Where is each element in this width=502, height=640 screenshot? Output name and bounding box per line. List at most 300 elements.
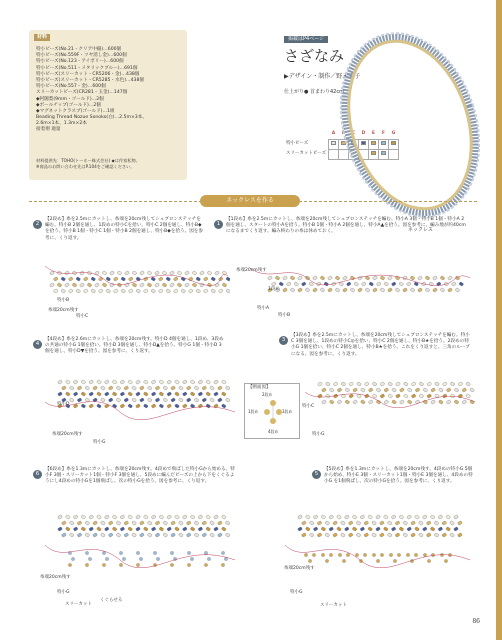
bead — [325, 394, 330, 399]
bead — [61, 533, 66, 538]
bead — [399, 388, 404, 393]
step-text-2: 【2段め】糸を2.5mにカットし、糸端を20cm残してシェブロンステッチを編む。特小B 2個を通し、1段めの特小Cを拾い、特小C 2個を通し、特小B◆を拾う。特小B 1個・特小C 1個・特小B 2個を通し、特小B◆を拾う。図を参考に、くり返す。 — [45, 217, 203, 241]
label-bead-g-5: 特小G — [290, 590, 303, 595]
bead — [388, 288, 393, 293]
bead — [425, 276, 430, 281]
bead — [320, 276, 325, 281]
bead — [147, 283, 152, 288]
bead — [450, 394, 455, 399]
bead — [143, 380, 148, 385]
bead — [116, 521, 121, 526]
bead — [202, 398, 207, 403]
label-start-row: 1段め — [268, 287, 280, 292]
bead — [442, 533, 447, 538]
bead — [175, 404, 180, 409]
bead — [210, 521, 215, 526]
bead — [407, 527, 412, 532]
color-column-g: G — [391, 131, 396, 137]
bead — [203, 289, 208, 294]
bead — [221, 515, 226, 520]
step-2-diagram — [40, 258, 230, 328]
bead — [175, 380, 180, 385]
bead — [158, 289, 163, 294]
bead — [214, 380, 219, 385]
bead — [392, 388, 397, 393]
bead — [194, 386, 199, 391]
bead — [100, 386, 105, 391]
bead — [102, 283, 107, 288]
bead — [368, 527, 373, 532]
material-item: ◆阿闍梨(9mm・ゴールド)…2個 — [36, 96, 104, 102]
bead — [139, 533, 144, 538]
bead — [215, 271, 220, 276]
bead — [376, 388, 381, 393]
bead — [110, 271, 115, 276]
color-row-label: 特小ビーズ — [286, 141, 309, 146]
bead — [81, 515, 86, 520]
bead — [360, 400, 365, 405]
bead — [407, 554, 410, 557]
bead — [120, 552, 123, 555]
bead — [112, 380, 117, 385]
label-bead-a: 特小A — [257, 306, 270, 311]
bead — [419, 394, 424, 399]
bead — [177, 283, 182, 288]
bead — [418, 276, 423, 281]
bead — [301, 533, 306, 538]
bead — [68, 289, 73, 294]
bead — [376, 527, 381, 532]
bead — [403, 521, 408, 526]
bead — [218, 289, 223, 294]
bead — [218, 277, 223, 282]
bead — [317, 533, 322, 538]
bead — [364, 521, 369, 526]
bead — [202, 521, 207, 526]
step-text-4: 【4段め】糸を2.6mにカットし、糸端を20cm残す。特小D 4個を通し、1段め、3段めの共通の特小G 1個を拾い、特小D 3個を通し、特小D▲を拾う。特小G 1個・特小D 3個を通し、特小D▼を拾う。図を参考に、くり返す。 — [45, 337, 224, 355]
bead — [466, 394, 471, 399]
color-column-c: C — [351, 131, 356, 137]
bead — [391, 527, 396, 532]
bead — [403, 394, 408, 399]
bead — [392, 400, 397, 405]
label-bead-d: 特小D — [57, 402, 70, 407]
bead — [395, 288, 400, 293]
bead — [415, 388, 420, 393]
bead — [104, 380, 109, 385]
bead — [399, 515, 404, 520]
label-bead-c-3: 特小C — [302, 404, 315, 409]
step-text-1: 【1段め】糸を2.5mにカットし、糸端を20cm残してシェブロンステッチを編む。特小A 3個・特小B 1個・特小A 2個を通し、スタートの特小Aを拾う。特小B 1個・特小A 2個を通し、特小A▲を拾う。図を参考に、編み地が約40cmになるまでくり返す。編み終わりの糸は休めておく。 — [226, 217, 466, 235]
bead — [151, 404, 156, 409]
bead — [376, 515, 381, 520]
bead — [328, 288, 333, 293]
page-reference-tag: 掲載はP4ページ — [284, 36, 328, 43]
material-item: 特小ビーズ(No.511・メタリックブルー)…691個 — [36, 65, 138, 71]
bead — [383, 527, 388, 532]
material-note-line: ※商品のお問い合わせ先はP.104をご確認ください。 — [36, 163, 135, 169]
bead — [305, 515, 310, 520]
step-5-diagram — [280, 505, 475, 605]
bead — [429, 282, 434, 287]
bead — [69, 398, 74, 403]
bead — [151, 277, 156, 282]
bead — [301, 282, 306, 287]
bead — [360, 388, 365, 393]
bead — [65, 283, 70, 288]
bead — [279, 282, 284, 287]
step-text-6: 【6段め】糸を1.3mにカットし、糸端を20cm残す。4段めで飛ばした特小Gから始める。特小F 3個・スリーカット1個・特小F 3個を通し、5段めに編んだビーズの上から下をくぐるようにし4段めの特小Gを1個飛ばし、次の特小Gを拾う。図を参考に、くり返す。 — [45, 467, 235, 485]
bead — [430, 515, 435, 520]
bead — [95, 283, 100, 288]
bead — [377, 560, 380, 563]
label-thread-end-6: 糸端20cm残す — [40, 575, 71, 580]
bead — [178, 521, 183, 526]
bead — [356, 554, 359, 557]
bead — [117, 271, 122, 276]
step-number-1: 1 — [214, 220, 223, 229]
bead — [104, 515, 109, 520]
material-item: 特小ビーズ(No.559F・ツヤ消し金)…600個 — [36, 53, 127, 59]
bead — [171, 386, 176, 391]
bead — [120, 527, 125, 532]
bead — [305, 554, 308, 557]
bead — [214, 515, 219, 520]
bead — [121, 277, 126, 282]
bead — [309, 533, 314, 538]
bead — [97, 515, 102, 520]
material-item: 特小ビーズ(スリーカット・CR5206・金)…438個 — [36, 71, 140, 77]
bead — [171, 398, 176, 403]
bead — [178, 398, 183, 403]
bead — [309, 560, 312, 563]
bead — [387, 521, 392, 526]
bead — [173, 289, 178, 294]
bead — [324, 282, 329, 287]
bead — [140, 271, 145, 276]
bead — [383, 515, 388, 520]
bead — [196, 289, 201, 294]
bead — [147, 398, 152, 403]
bead — [61, 277, 66, 282]
bead — [159, 404, 164, 409]
bead — [450, 382, 455, 387]
bead — [349, 394, 354, 399]
bead — [86, 552, 89, 555]
bead — [373, 276, 378, 281]
bead — [379, 533, 384, 538]
bead — [151, 392, 156, 397]
bead — [305, 288, 310, 293]
bead — [372, 521, 377, 526]
bead — [136, 289, 141, 294]
bead — [225, 533, 230, 538]
bead — [438, 527, 443, 532]
bead — [166, 289, 171, 294]
bead — [123, 558, 126, 561]
bead — [205, 552, 208, 555]
bead — [395, 521, 400, 526]
bead — [353, 400, 358, 405]
bead — [108, 533, 113, 538]
bead — [225, 558, 228, 561]
bead — [188, 277, 193, 282]
necklace-caption: ネックレス — [408, 227, 433, 233]
bead — [442, 394, 447, 399]
bead — [425, 288, 430, 293]
label-bead-b-2: 特小B — [57, 298, 70, 303]
bead — [158, 277, 163, 282]
bead — [214, 392, 219, 397]
bead — [77, 386, 82, 391]
bead — [450, 521, 455, 526]
bead — [93, 533, 98, 538]
bead — [73, 392, 78, 397]
bead — [217, 533, 222, 538]
bead — [81, 527, 86, 532]
bead — [132, 533, 137, 538]
bead — [65, 527, 70, 532]
bead — [53, 277, 58, 282]
bead — [321, 400, 326, 405]
bead — [65, 380, 70, 385]
bead — [301, 521, 306, 526]
bead — [89, 392, 94, 397]
bead — [154, 552, 157, 555]
bead — [372, 382, 377, 387]
bead — [202, 533, 207, 538]
bead — [348, 533, 353, 538]
bead — [124, 386, 129, 391]
bead — [364, 533, 369, 538]
bead — [210, 386, 215, 391]
bead — [137, 564, 140, 567]
bead — [343, 288, 348, 293]
bead — [271, 282, 276, 287]
bead — [434, 533, 439, 538]
bead — [143, 392, 148, 397]
bead — [175, 527, 180, 532]
bead — [132, 398, 137, 403]
bead — [194, 398, 199, 403]
bead — [399, 400, 404, 405]
label-thread-end-1: 糸端20cm残す — [236, 268, 267, 273]
bead — [451, 282, 456, 287]
bead — [356, 533, 361, 538]
bead — [136, 380, 141, 385]
bead — [91, 277, 96, 282]
bead — [207, 283, 212, 288]
bead — [318, 382, 323, 387]
bead — [283, 288, 288, 293]
bead — [167, 392, 172, 397]
bead — [72, 283, 77, 288]
bead — [143, 515, 148, 520]
bead — [102, 271, 107, 276]
bead — [326, 560, 329, 563]
bead — [427, 394, 432, 399]
bead — [446, 527, 451, 532]
step-number-3: 3 — [279, 336, 288, 345]
bead — [221, 527, 226, 532]
bead — [365, 288, 370, 293]
bead — [438, 400, 443, 405]
bead — [419, 382, 424, 387]
bead — [81, 404, 86, 409]
bead — [403, 533, 408, 538]
bead — [221, 380, 226, 385]
material-item: Beading Thread Nozue Sonoko(白)…2.5m×3本、 — [36, 115, 147, 121]
label-thread-end-4: 糸端20cm残す — [52, 432, 83, 437]
bead — [112, 392, 117, 397]
bead — [422, 527, 427, 532]
bead — [81, 380, 86, 385]
bead — [69, 521, 74, 526]
bead — [120, 392, 125, 397]
bead — [459, 282, 464, 287]
bead — [335, 276, 340, 281]
step-3-diagram — [300, 372, 480, 442]
bead — [58, 380, 63, 385]
bead — [387, 533, 392, 538]
bead — [190, 515, 195, 520]
bead — [120, 515, 125, 520]
bead — [448, 276, 453, 281]
bead — [147, 533, 152, 538]
bead — [178, 386, 183, 391]
bead — [329, 400, 334, 405]
bead — [290, 276, 295, 281]
bead — [151, 527, 156, 532]
bead — [163, 533, 168, 538]
bead — [411, 382, 416, 387]
bead — [298, 527, 303, 532]
bead — [97, 404, 102, 409]
bead — [380, 394, 385, 399]
bead — [325, 382, 330, 387]
bead — [100, 398, 105, 403]
bead — [166, 277, 171, 282]
bead — [275, 276, 280, 281]
bead — [159, 380, 164, 385]
label-bead-g-3: 特小G — [312, 432, 325, 437]
bead — [65, 392, 70, 397]
bead — [348, 521, 353, 526]
bead — [61, 521, 66, 526]
bead — [124, 533, 129, 538]
bead — [384, 282, 389, 287]
page-edge-bar — [496, 0, 502, 640]
bead — [423, 388, 428, 393]
bead — [182, 515, 187, 520]
bead — [69, 533, 74, 538]
bead — [186, 398, 191, 403]
bead — [155, 398, 160, 403]
bead — [350, 288, 355, 293]
bead — [313, 515, 318, 520]
material-item: ◆ボールチップ(ゴールド)…2個 — [36, 102, 101, 108]
bead — [206, 404, 211, 409]
bead — [268, 276, 273, 281]
bead — [143, 404, 148, 409]
bead — [430, 527, 435, 532]
bead — [321, 527, 326, 532]
step-text-3: 【3段め】糸を2.5mにカットし、糸端を20cm残してシェブロンステッチを編む。特小C 3個を通し、1段めの特小C◎を拾い、特小C 2個を通し、特小B★を拾う。2段めの特小G 1個を拾い、特小C 2個を通し、特小B★を拾う。これをくり返すと、三角のループになる。図を参考に、くり返す。 — [291, 333, 470, 357]
bead — [155, 533, 160, 538]
bead — [120, 564, 123, 567]
bead — [361, 282, 366, 287]
bead — [222, 564, 225, 567]
bead — [398, 554, 401, 557]
bead — [298, 515, 303, 520]
bead — [415, 515, 420, 520]
bead — [97, 527, 102, 532]
bead — [124, 521, 129, 526]
bead — [217, 386, 222, 391]
bead — [352, 527, 357, 532]
bead — [191, 558, 194, 561]
necklace-illustration — [330, 30, 480, 230]
bead — [403, 288, 408, 293]
bead — [163, 398, 168, 403]
bead — [433, 276, 438, 281]
bead — [147, 521, 152, 526]
label-thread-end-2: 糸端20cm残す — [48, 308, 79, 313]
bead — [407, 400, 412, 405]
color-column-f: F — [381, 131, 385, 137]
bead — [322, 554, 325, 557]
bead — [388, 276, 393, 281]
bead — [76, 289, 81, 294]
bead — [360, 527, 365, 532]
step-number-5: 5 — [312, 470, 321, 479]
bead — [222, 283, 227, 288]
bead — [151, 380, 156, 385]
bead — [309, 521, 314, 526]
bead — [217, 398, 222, 403]
bead — [61, 386, 66, 391]
bead — [157, 558, 160, 561]
bead — [470, 388, 475, 393]
bead — [434, 521, 439, 526]
cross-section-title: 【断面図】 — [248, 385, 271, 390]
bead — [77, 521, 82, 526]
bead — [76, 277, 81, 282]
bead — [159, 392, 164, 397]
bead — [431, 388, 436, 393]
color-column-a: A — [331, 131, 336, 137]
bead — [93, 521, 98, 526]
bead — [399, 282, 404, 287]
bead — [139, 386, 144, 391]
bead — [446, 515, 451, 520]
bead — [210, 398, 215, 403]
bead — [98, 277, 103, 282]
bead — [384, 400, 389, 405]
bead — [108, 386, 113, 391]
bead — [175, 515, 180, 520]
bead — [80, 283, 85, 288]
bead — [185, 283, 190, 288]
bead — [418, 521, 423, 526]
bead — [325, 521, 330, 526]
bead — [379, 521, 384, 526]
bead — [455, 288, 460, 293]
page-number: 86 — [472, 617, 480, 625]
materials-list — [36, 47, 181, 134]
bead — [132, 386, 137, 391]
label-go-under: くぐらせる — [100, 598, 123, 603]
